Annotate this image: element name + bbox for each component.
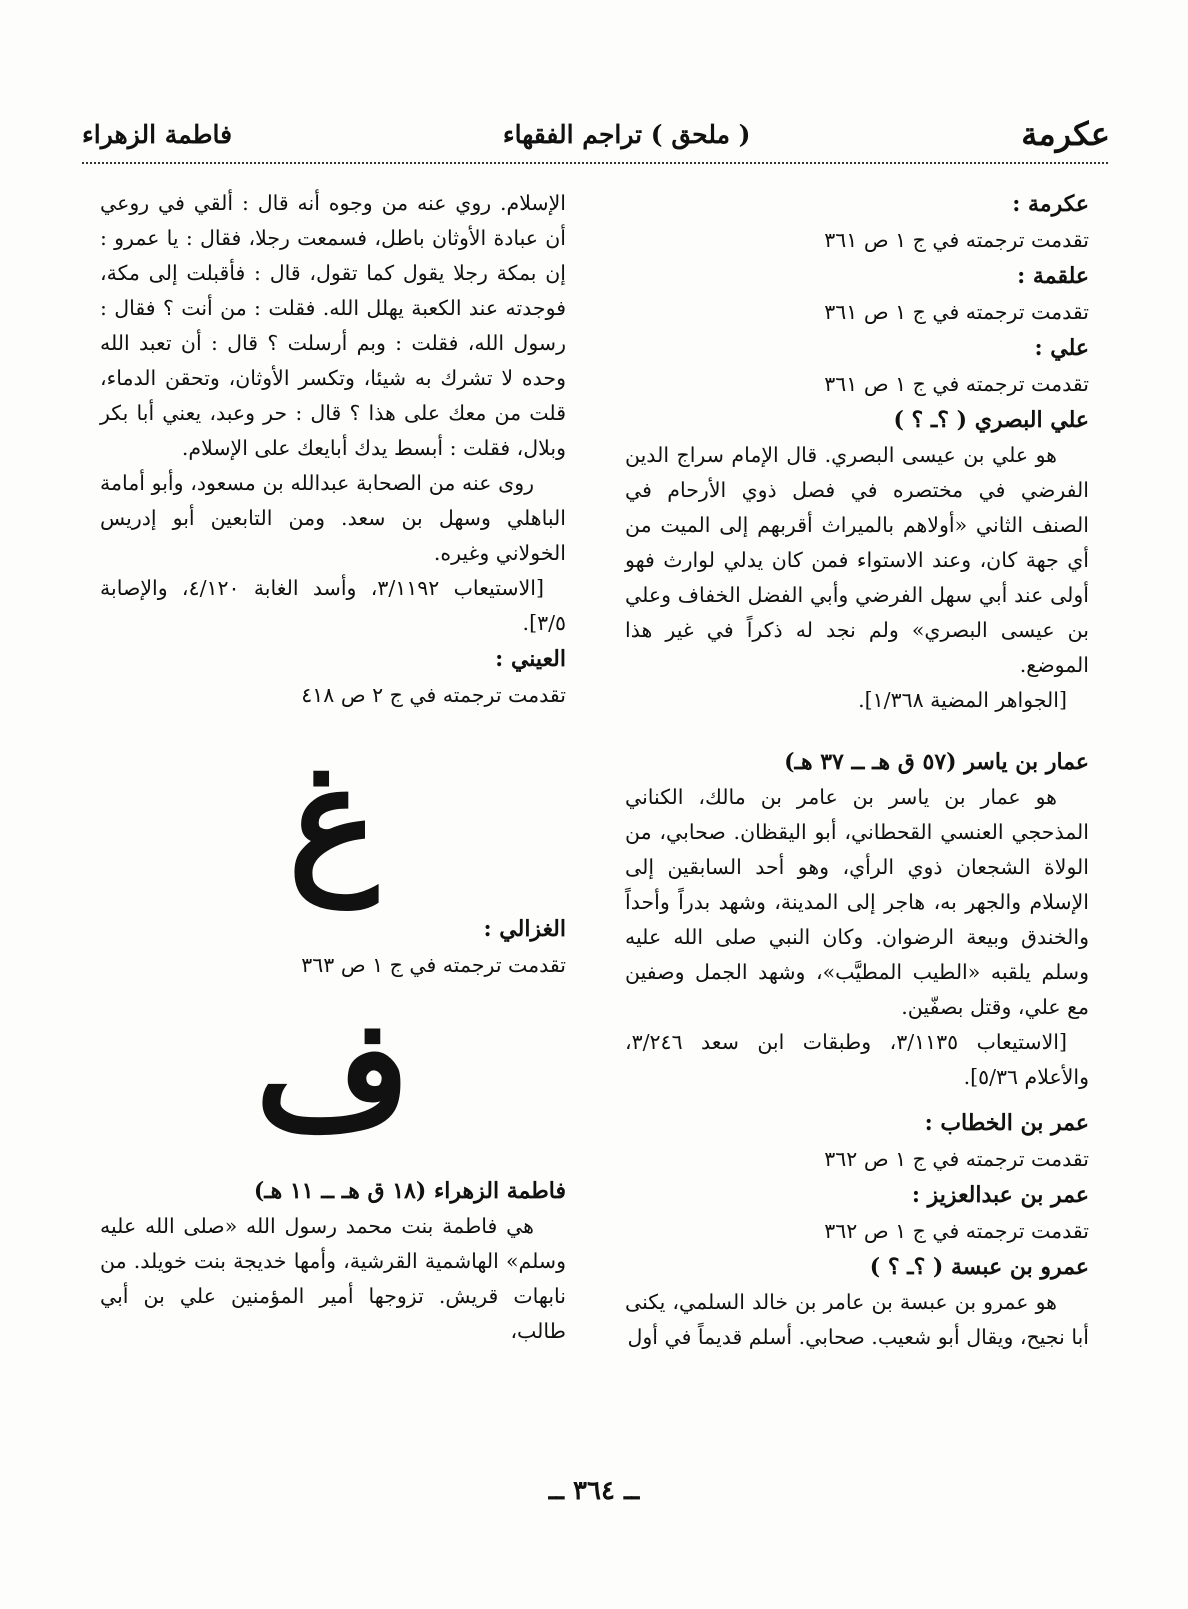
right-column xyxy=(625,186,1089,1355)
running-header xyxy=(82,112,1110,156)
entry-title: فاطمة الزهراء (١٨ ق هـ ــ ١١ هـ) xyxy=(253,1178,566,1204)
entry-title: عكرمة : xyxy=(1012,191,1089,217)
entry-body: روى عنه من الصحابة عبدالله بن مسعود، وأبو أمامة الباهلي وسهل بن سعد. ومن التابعين أبو إدريس الخولاني وغيره. xyxy=(100,471,566,565)
entry-reference: تقدمت ترجمته في ج ١ ص ٣٦١ xyxy=(824,300,1089,324)
entry-title: علي : xyxy=(1034,335,1089,361)
entry-ikrima xyxy=(625,186,1089,258)
entry-reference: تقدمت ترجمته في ج ١ ص ٣٦٣ xyxy=(301,953,566,977)
entry-ali-albasri xyxy=(625,402,1089,718)
header-last-entry: فاطمة الزهراء xyxy=(82,119,233,149)
entry-alghazali xyxy=(100,911,566,983)
entry-umar-ibn-alkhattab xyxy=(625,1105,1089,1177)
entry-amr-ibn-abasa xyxy=(625,1249,1089,1355)
entry-reference: تقدمت ترجمته في ج ١ ص ٣٦٢ xyxy=(824,1219,1089,1243)
header-dotted-rule xyxy=(82,162,1108,164)
left-column xyxy=(100,186,566,1349)
entry-reference: تقدمت ترجمته في ج ١ ص ٣٦١ xyxy=(824,372,1089,396)
entry-body: هو عمار بن ياسر بن عامر بن مالك، الكناني المذحجي العنسي القحطاني، أبو اليقظان. صحابي، من الولاة الشجعان ذوي الرأي، وهو أحد السابقين إلى الإسلام والجهر به، هاجر إلى المدينة، وشهد بدراً وأحداً والخندق وبيعة الرضوان. وكان النبي صلى الله عليه وسلم يلقبه «الطيب المطيَّب»، وشهد الجمل وصفين مع علي، وقتل بصفّين. xyxy=(625,785,1089,1019)
entry-citation: [الاستيعاب ٣/١١٣٥، وطبقات ابن سعد ٣/٢٤٦، والأعلام ٥/٣٦]. xyxy=(625,1030,1089,1089)
entry-title: العيني : xyxy=(495,646,566,672)
entry-body: هو عمرو بن عبسة بن عامر بن خالد السلمي، يكنى أبا نجيح، ويقال أبو شعيب. صحابي. أسلم قديماً في أول xyxy=(625,1290,1089,1349)
entry-alqama xyxy=(625,258,1089,330)
entry-title: عمار بن ياسر (٥٧ ق هـ ــ ٣٧ هـ) xyxy=(784,749,1089,775)
entry-title: عمر بن عبدالعزيز : xyxy=(911,1182,1089,1208)
entry-amr-ibn-abasa-continued xyxy=(100,186,566,641)
entry-alayni xyxy=(100,641,566,713)
entry-fatima-alzahra xyxy=(100,1173,566,1349)
page-number: ــ ٣٦٤ ــ xyxy=(548,1476,640,1506)
entry-citation: [الاستيعاب ٣/١١٩٢، وأسد الغابة ٤/١٢٠، والإصابة ٣/٥]. xyxy=(100,576,566,635)
entry-title: عمرو بن عبسة ( ؟ـ ؟ ) xyxy=(869,1254,1089,1280)
header-first-entry: عكرمة xyxy=(1021,115,1110,153)
entry-reference: تقدمت ترجمته في ج ٢ ص ٤١٨ xyxy=(301,683,566,707)
entry-body: الإسلام. روي عنه من وجوه أنه قال : ألقي في روعي أن عبادة الأوثان باطل، فسمعت رجلا، فقال : يا عمرو : إن بمكة رجلا يقول كما تقول، قال : فأقبلت إلى مكة، فوجدته عند الكعبة يهلل الله. فقلت : من أنت ؟ فقال : رسول الله، فقلت : وبم أرسلت ؟ قال : أن تعبد الله وحده لا تشرك به شيئا، وتكسر الأوثان، وتحقن الدماء، قلت من معك على هذا ؟ قال : حر وعبد، يعني أبا بكر وبلال، فقلت : أبسط يدك أبايعك على الإسلام. xyxy=(100,191,566,460)
entry-body: هي فاطمة بنت محمد رسول الله «صلى الله عليه وسلم» الهاشمية القرشية، وأمها خديجة بنت خويلد. من نابهات قريش. تزوجها أمير المؤمنين علي بن أبي طالب، xyxy=(100,1214,566,1343)
header-section-title: ( ملحق ) تراجم الفقهاء xyxy=(502,119,751,149)
entry-citation: [الجواهر المضية ١/٣٦٨]. xyxy=(858,688,1067,712)
section-letter-fa: ف xyxy=(255,986,411,1162)
section-letter-ghayn: غ xyxy=(288,732,378,908)
entry-body: هو علي بن عيسى البصري. قال الإمام سراج الدين الفرضي في مختصره في فصل ذوي الأرحام في الصنف الثاني «أولاهم بالميراث أقربهم إلى الميت من أي جهة كان، وعند الاستواء فمن كان يدلي لوارث فهو أولى عند أبي سهل الفرضي وأبي الفضل الخفاف وعلي بن عيسى البصري» ولم نجد له ذكراً في غير هذا الموضع. xyxy=(625,443,1089,677)
entry-title: علي البصري ( ؟ـ ؟ ) xyxy=(893,407,1089,433)
entry-title: الغزالي : xyxy=(483,916,566,942)
entry-reference: تقدمت ترجمته في ج ١ ص ٣٦١ xyxy=(824,228,1089,252)
entry-umar-ibn-abdulaziz xyxy=(625,1177,1089,1249)
entry-ammar-ibn-yasir xyxy=(625,744,1089,1095)
entry-title: عمر بن الخطاب : xyxy=(924,1110,1089,1136)
entry-title: علقمة : xyxy=(1017,263,1089,289)
entry-ali xyxy=(625,330,1089,402)
entry-reference: تقدمت ترجمته في ج ١ ص ٣٦٢ xyxy=(824,1147,1089,1171)
